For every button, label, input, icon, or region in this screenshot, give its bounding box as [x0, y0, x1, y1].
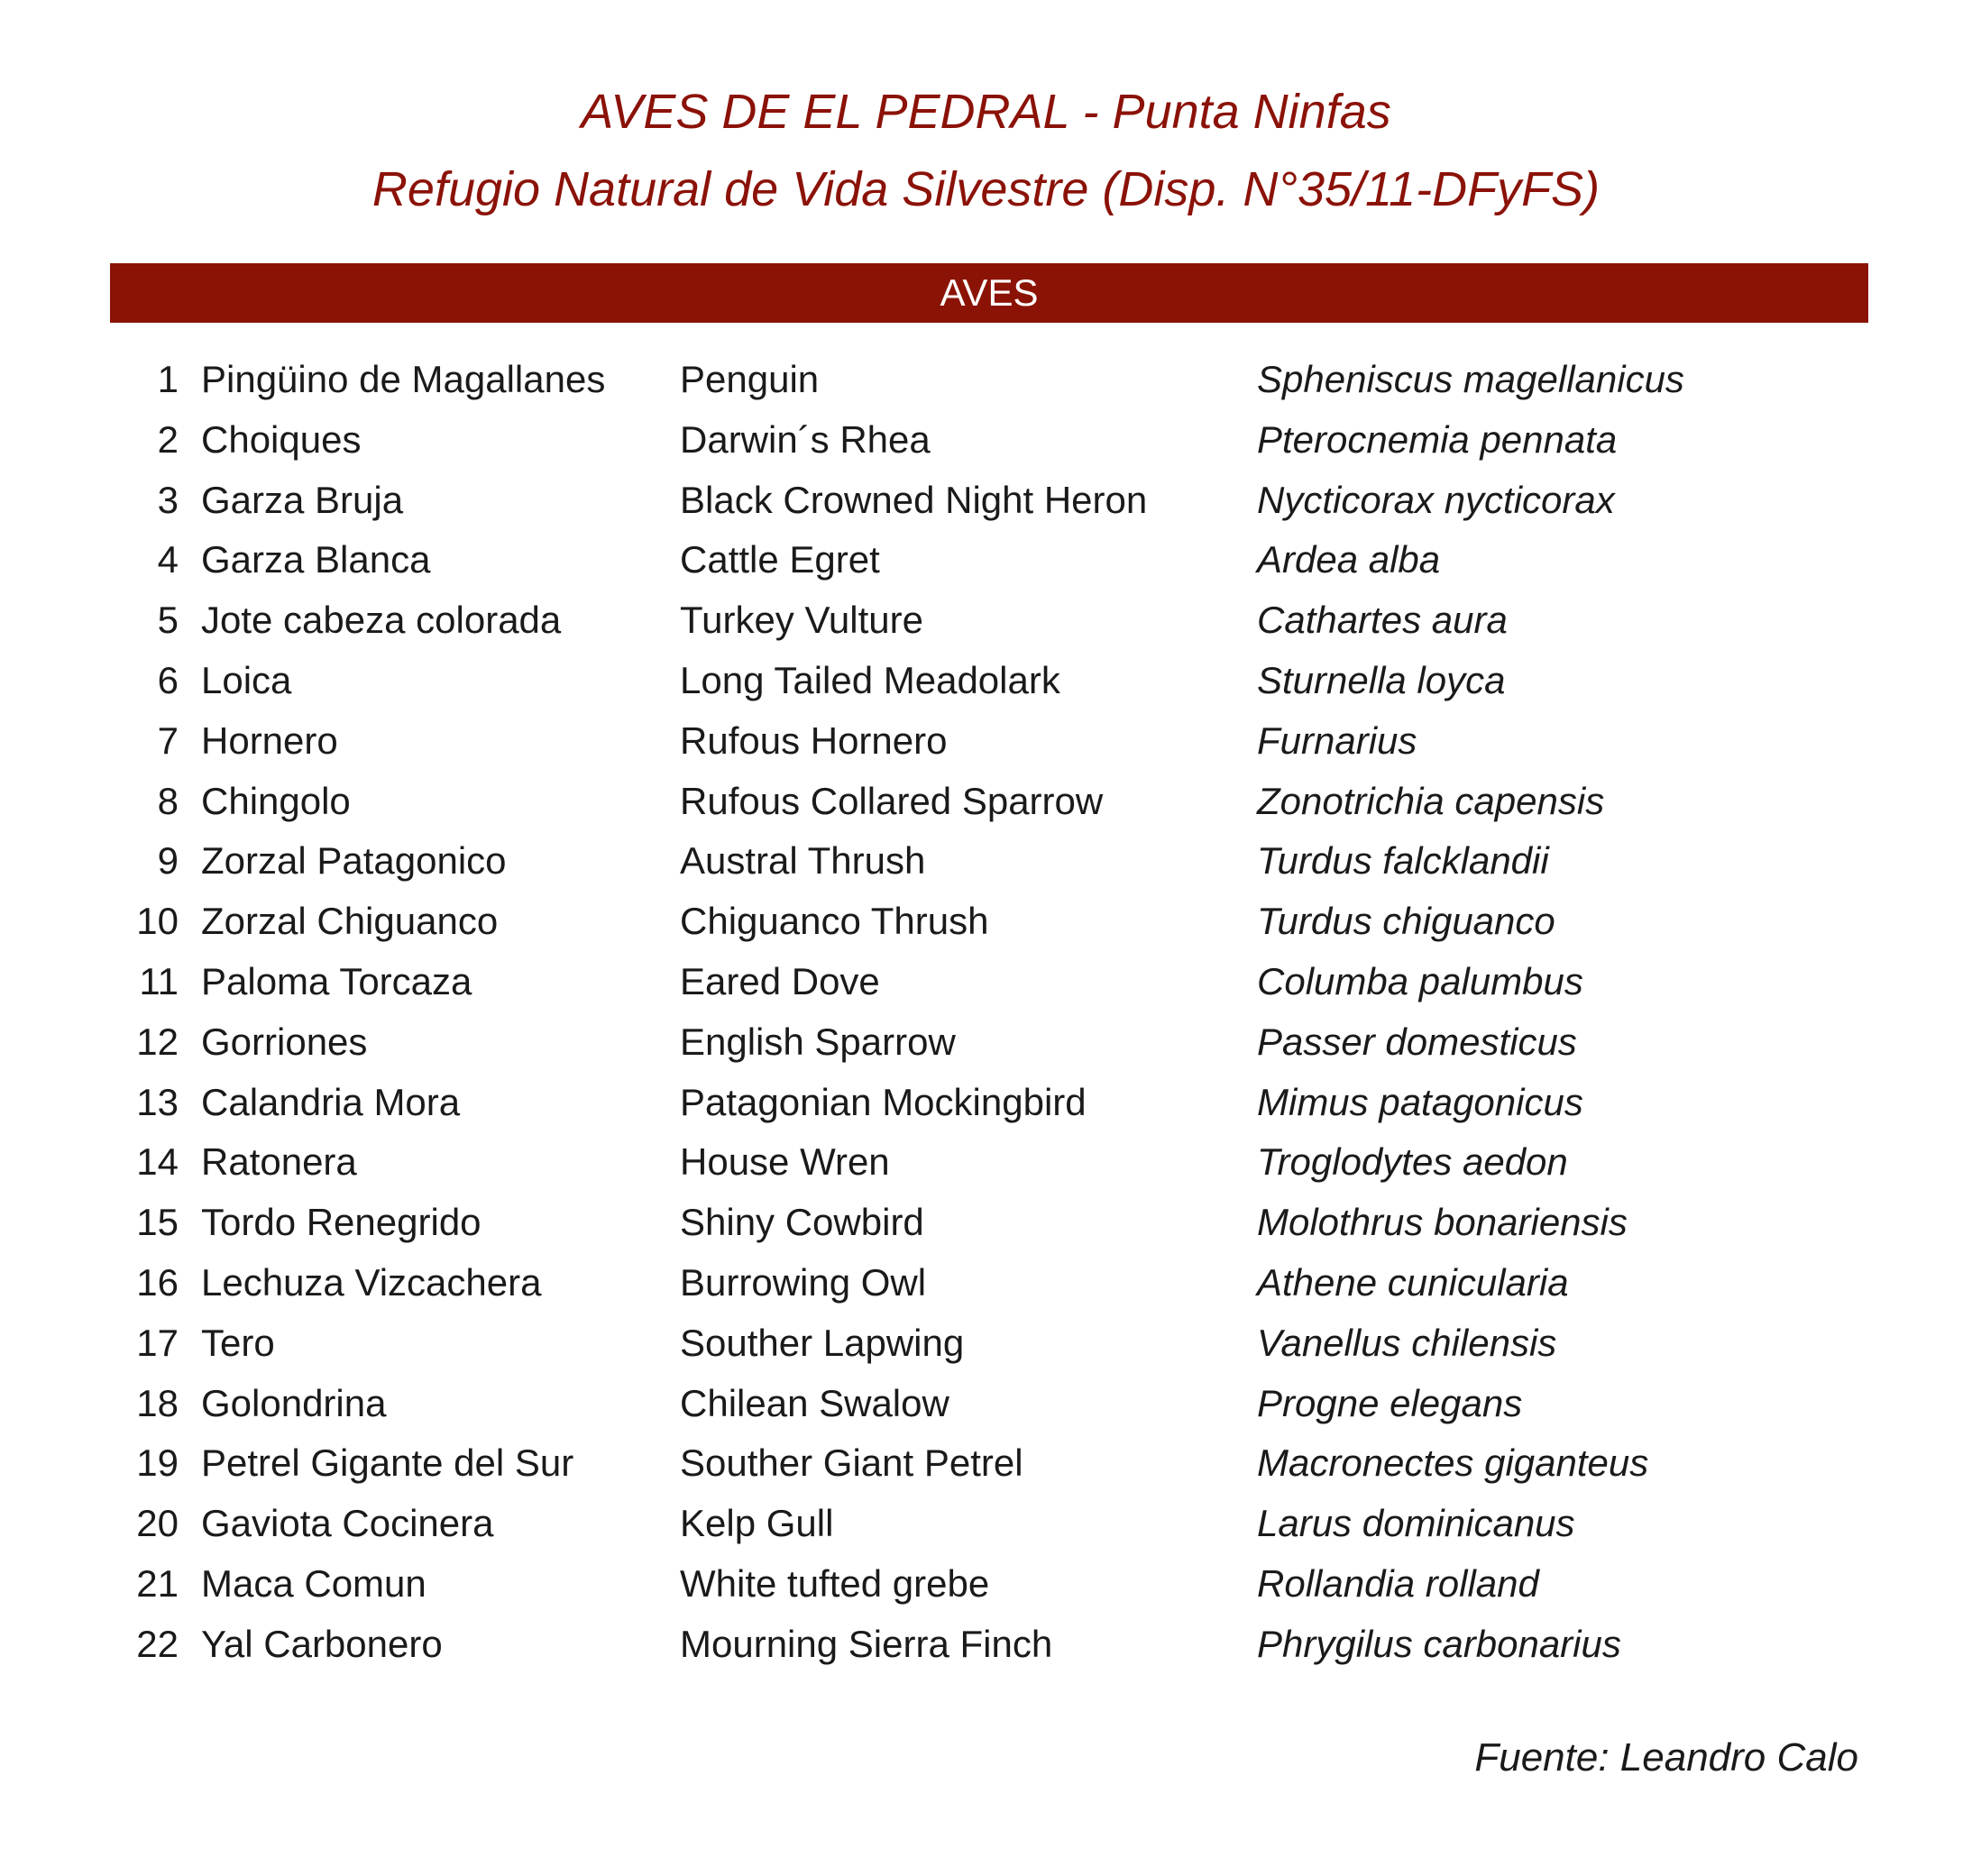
list-item	[0, 892, 1972, 952]
bird-spanish-name: Jote cabeza colorada	[201, 599, 562, 642]
list-item	[0, 1433, 1972, 1494]
bird-scientific-name: Troglodytes aedon	[1257, 1140, 1568, 1184]
list-item	[0, 1012, 1972, 1073]
bird-spanish-name: Gaviota Cocinera	[201, 1502, 494, 1545]
bird-number: 4	[157, 538, 179, 581]
bird-scientific-name: Turdus falcklandii	[1257, 839, 1549, 883]
bird-list	[0, 350, 1972, 1675]
source-credit: Fuente: Leandro Calo	[1474, 1735, 1858, 1780]
list-item	[0, 772, 1972, 832]
bird-english-name: White tufted grebe	[680, 1561, 990, 1605]
bird-spanish-name: Pingüino de Magallanes	[201, 358, 606, 400]
list-item	[0, 1193, 1972, 1253]
bird-spanish-name: Garza Blanca	[201, 538, 431, 581]
bird-scientific-name: Macronectes giganteus	[1257, 1441, 1649, 1485]
bird-spanish-name: Lechuza Vizcachera	[201, 1260, 542, 1304]
bird-scientific-name: Nycticorax nycticorax	[1257, 478, 1615, 521]
list-item	[0, 1615, 1972, 1675]
list-item	[0, 952, 1972, 1012]
bird-english-name: Eared Dove	[680, 959, 880, 1002]
bird-scientific-name: Mimus patagonicus	[1257, 1080, 1583, 1123]
bird-number: 7	[157, 718, 179, 762]
bird-number: 11	[139, 959, 179, 1002]
section-header-bar: AVES	[110, 263, 1868, 323]
bird-spanish-name: Garza Bruja	[201, 478, 404, 521]
bird-spanish-name: Hornero	[201, 718, 338, 762]
bird-english-name: Rufous Hornero	[680, 718, 948, 762]
list-item	[0, 711, 1972, 772]
bird-scientific-name: Larus dominicanus	[1257, 1502, 1575, 1545]
bird-number: 21	[136, 1561, 179, 1605]
list-item	[0, 1253, 1972, 1313]
bird-scientific-name: Athene cunicularia	[1257, 1260, 1569, 1304]
bird-number: 18	[136, 1381, 179, 1424]
bird-scientific-name: Cathartes aura	[1257, 599, 1508, 642]
list-item	[0, 471, 1972, 531]
list-item	[0, 350, 1972, 410]
list-item	[0, 651, 1972, 711]
list-item	[0, 831, 1972, 892]
bird-number: 22	[136, 1622, 179, 1665]
bird-number: 12	[136, 1020, 179, 1063]
bird-spanish-name: Maca Comun	[201, 1561, 427, 1605]
bird-english-name: Burrowing Owl	[680, 1260, 927, 1304]
bird-number: 15	[136, 1201, 179, 1244]
bird-scientific-name: Sturnella loyca	[1257, 658, 1506, 701]
bird-spanish-name: Tero	[201, 1321, 275, 1364]
bird-number: 1	[157, 358, 179, 400]
bird-english-name: House Wren	[680, 1140, 890, 1184]
bird-number: 14	[136, 1140, 179, 1184]
bird-scientific-name: Rollandia rolland	[1257, 1561, 1539, 1605]
bird-english-name: Penguin	[680, 358, 820, 400]
bird-number: 20	[136, 1502, 179, 1545]
list-item	[0, 1132, 1972, 1193]
bird-english-name: Austral Thrush	[680, 839, 926, 883]
page-subtitle: Refugio Natural de Vida Silvestre (Disp. N°35/11-DFyFS)	[371, 162, 1601, 216]
bird-scientific-name: Vanellus chilensis	[1257, 1321, 1557, 1364]
list-item	[0, 1073, 1972, 1133]
bird-spanish-name: Zorzal Patagonico	[201, 839, 507, 883]
bird-english-name: Kelp Gull	[680, 1502, 834, 1545]
bird-spanish-name: Tordo Renegrido	[201, 1201, 482, 1244]
bird-scientific-name: Columba palumbus	[1257, 959, 1583, 1002]
bird-english-name: Mourning Sierra Finch	[680, 1622, 1053, 1665]
bird-number: 16	[136, 1260, 179, 1304]
bird-english-name: Souther Lapwing	[680, 1321, 965, 1364]
bird-spanish-name: Yal Carbonero	[201, 1622, 443, 1665]
bird-english-name: Chiguanco Thrush	[680, 900, 989, 943]
bird-number: 9	[157, 839, 179, 883]
list-item	[0, 1313, 1972, 1374]
bird-number: 5	[157, 599, 179, 642]
bird-scientific-name: Passer domesticus	[1257, 1020, 1577, 1063]
list-item	[0, 1494, 1972, 1554]
list-item	[0, 1554, 1972, 1615]
bird-english-name: Shiny Cowbird	[680, 1201, 924, 1244]
bird-spanish-name: Ratonera	[201, 1140, 357, 1184]
bird-number: 6	[157, 658, 179, 701]
bird-scientific-name: Pterocnemia pennata	[1257, 417, 1618, 461]
list-item	[0, 1374, 1972, 1434]
bird-spanish-name: Calandria Mora	[201, 1080, 461, 1123]
bird-number: 2	[157, 417, 179, 461]
bird-spanish-name: Loica	[201, 658, 292, 701]
bird-english-name: Chilean Swalow	[680, 1381, 949, 1424]
bird-number: 17	[136, 1321, 179, 1364]
bird-english-name: Turkey Vulture	[680, 599, 923, 642]
bird-scientific-name: Spheniscus magellanicus	[1257, 358, 1684, 400]
bird-spanish-name: Zorzal Chiguanco	[201, 900, 499, 943]
bird-scientific-name: Furnarius	[1257, 718, 1417, 762]
list-item	[0, 530, 1972, 590]
bird-scientific-name: Turdus chiguanco	[1257, 900, 1555, 943]
bird-number: 8	[157, 779, 179, 822]
bird-spanish-name: Paloma Torcaza	[201, 959, 472, 1002]
bird-english-name: Souther Giant Petrel	[680, 1441, 1023, 1485]
bird-scientific-name: Progne elegans	[1257, 1381, 1523, 1424]
page-title: AVES DE EL PEDRAL - Punta Ninfas	[581, 85, 1391, 139]
bird-scientific-name: Molothrus bonariensis	[1257, 1201, 1628, 1244]
list-item	[0, 590, 1972, 651]
bird-scientific-name: Phrygilus carbonarius	[1257, 1622, 1621, 1665]
bird-scientific-name: Zonotrichia capensis	[1257, 779, 1605, 822]
bird-english-name: Rufous Collared Sparrow	[680, 779, 1104, 822]
bird-number: 3	[157, 478, 179, 521]
bird-spanish-name: Chingolo	[201, 779, 351, 822]
list-item	[0, 410, 1972, 471]
bird-english-name: Darwin´s Rhea	[680, 417, 931, 461]
bird-spanish-name: Petrel Gigante del Sur	[201, 1441, 574, 1485]
bird-spanish-name: Gorriones	[201, 1020, 368, 1063]
bird-number: 13	[136, 1080, 179, 1123]
bird-scientific-name: Ardea alba	[1257, 538, 1441, 581]
bird-english-name: Long Tailed Meadolark	[680, 658, 1060, 701]
bird-english-name: Patagonian Mockingbird	[680, 1080, 1087, 1123]
bird-spanish-name: Golondrina	[201, 1381, 387, 1424]
bird-english-name: English Sparrow	[680, 1020, 956, 1063]
bird-english-name: Cattle Egret	[680, 538, 880, 581]
bird-english-name: Black Crowned Night Heron	[680, 478, 1148, 521]
bird-number: 19	[136, 1441, 179, 1485]
bird-spanish-name: Choiques	[201, 417, 362, 461]
bird-number: 10	[136, 900, 179, 943]
